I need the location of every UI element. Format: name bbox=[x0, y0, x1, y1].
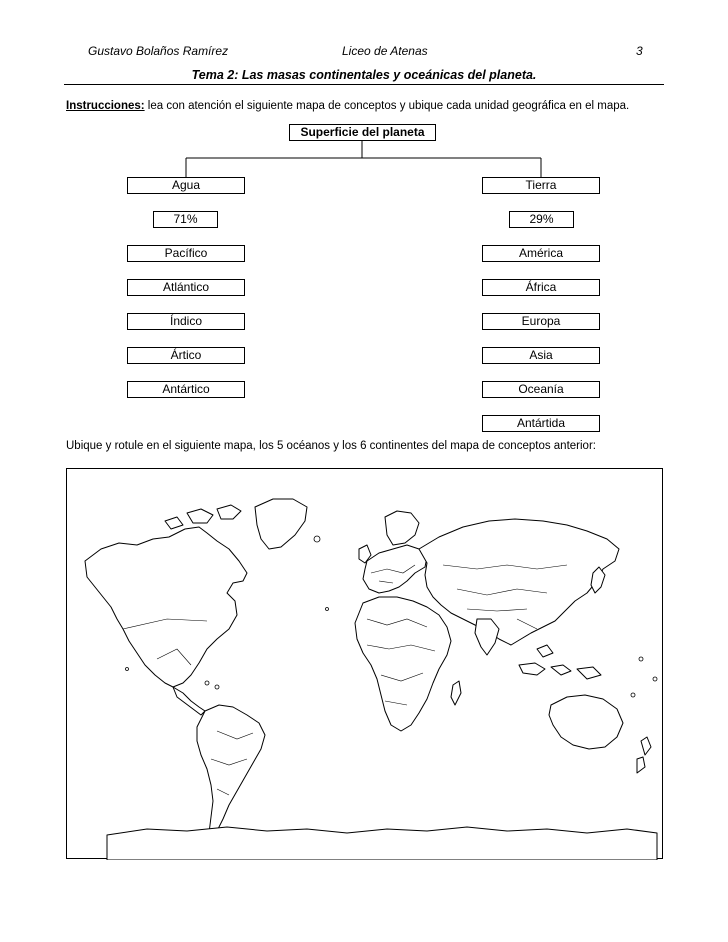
land-box: Tierra bbox=[482, 177, 600, 194]
ocean-box-arctic: Ártico bbox=[127, 347, 245, 364]
ocean-box-atlantic: Atlántico bbox=[127, 279, 245, 296]
land-percent-box: 29% bbox=[509, 211, 574, 228]
page-number: 3 bbox=[636, 44, 643, 58]
school-name: Liceo de Atenas bbox=[342, 44, 428, 58]
arctic-islands-outline bbox=[165, 505, 241, 529]
central-america-outline bbox=[173, 687, 205, 715]
australia-outline bbox=[549, 695, 623, 749]
continent-box-oceania: Oceanía bbox=[482, 381, 600, 398]
water-percent-box: 71% bbox=[153, 211, 218, 228]
continent-box-africa: África bbox=[482, 279, 600, 296]
scandinavia-outline bbox=[385, 511, 419, 545]
madagascar-outline bbox=[451, 681, 461, 705]
south-america-outline bbox=[197, 705, 265, 841]
concept-root-box: Superficie del planeta bbox=[289, 124, 436, 141]
africa-outline bbox=[355, 597, 451, 731]
map-instruction: Ubique y rotule en el siguiente mapa, los 5 océanos y los 6 continentes del mapa de conceptos anterior: bbox=[66, 440, 596, 452]
new-zealand-outline bbox=[637, 737, 651, 773]
europe-outline bbox=[363, 545, 427, 593]
indonesia-outline bbox=[519, 645, 601, 679]
continent-box-america: América bbox=[482, 245, 600, 262]
north-america-outline bbox=[85, 527, 247, 687]
instructions-text: lea con atención el siguiente mapa de conceptos y ubique cada unidad geográfica en el mapa. bbox=[144, 100, 630, 112]
world-map bbox=[67, 469, 664, 860]
asia-outline bbox=[419, 519, 619, 645]
antarctica-outline bbox=[107, 827, 657, 860]
india-outline bbox=[475, 619, 499, 655]
author-name: Gustavo Bolaños Ramírez bbox=[88, 44, 229, 58]
topic-title-text: Tema 2: Las masas continentales y oceánicas del planeta. bbox=[191, 68, 537, 82]
instructions-lead: Instrucciones: bbox=[66, 100, 145, 112]
world-map-frame bbox=[66, 468, 663, 859]
ocean-box-indian: Índico bbox=[127, 313, 245, 330]
greenland-outline bbox=[255, 499, 307, 549]
ocean-box-antarctic: Antártico bbox=[127, 381, 245, 398]
continent-box-antarctica: Antártida bbox=[482, 415, 600, 432]
continent-box-europe: Europa bbox=[482, 313, 600, 330]
water-box: Agua bbox=[127, 177, 245, 194]
ocean-box-pacific: Pacífico bbox=[127, 245, 245, 262]
continent-box-asia: Asia bbox=[482, 347, 600, 364]
concept-map-connectors bbox=[0, 0, 728, 440]
